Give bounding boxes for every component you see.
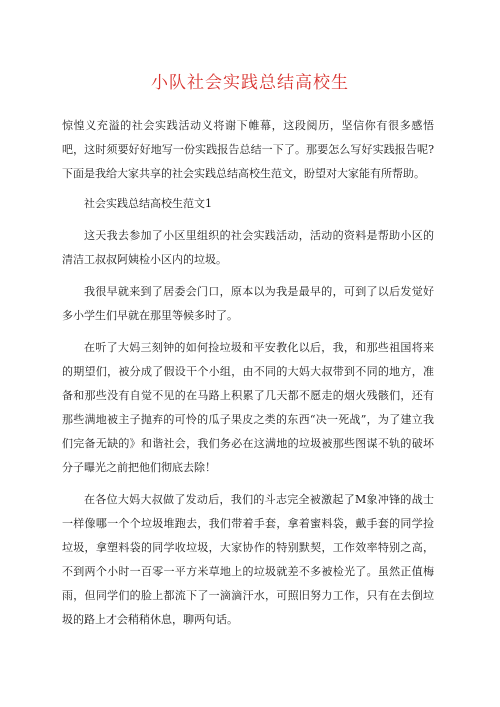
body-paragraph-3: 在听了大妈三刻钟的如何捡垃圾和平安教化以后，我，和那些祖国将来的期望们，被分成了假设干个小组，由不同的大妈大叔带到不同的地方，准备和那些没有自觉不见的在马路上积累了几天都不愿走的烟火残骸们，还有那些满地被主子抛弃的可怜的瓜子果皮之类的东西“决一死战”，为了建立我们完备无缺的》和谐社会，我们务必在这满地的垃圾被那些图谋不轨的破坏分子曝光之前把他们彻底去除！ [62, 341, 434, 474]
body-paragraph-1: 这天我去参加了小区里组织的社会实践活动，活动的资料是帮助小区的清洁工叔叔阿姨检小区内的垃圾。 [62, 229, 434, 266]
body-paragraph-4: 在各位大妈大叔做了发动后，我们的斗志完全被激起了M象冲锋的战士一样像哪一个个垃圾堆跑去，我们带着手套，拿着蜜料袋，戴手套的同学捡垃圾，拿塑料袋的同学收垃圾，大家协作的特别默契，工作效率特别之高，不到两个小时一百零一平方米草地上的垃圾就差不多被检光了。虽然正值梅雨，但同学们的脸上都流下了一滴滴汗水，可照旧努力工作，只有在去倒垃圾的路上才会稍稍休息，聊两句话。 [62, 493, 434, 626]
body-paragraph-2: 我很早就来到了居委会门口，原本以为我是最早的，可到了以后发觉好多小学生们早就在那里等候多时了。 [62, 285, 434, 322]
intro-paragraph: 惊惶义充溢的社会实践活动义将谢下帷幕，这段阅历，坚信你有很多感悟吧，这时须要好好地写一份实践报告总结一下了。那要怎么写好实践报告呢?下面是我给大家共享的社会实践总结高校生范文，盼望对大家能有所帮助。 [62, 119, 434, 180]
section-heading: 社会实践总结高校生范文1 [84, 197, 212, 210]
document-body [62, 114, 434, 640]
document-title: 小队社会实践总结高校生 [151, 73, 349, 93]
